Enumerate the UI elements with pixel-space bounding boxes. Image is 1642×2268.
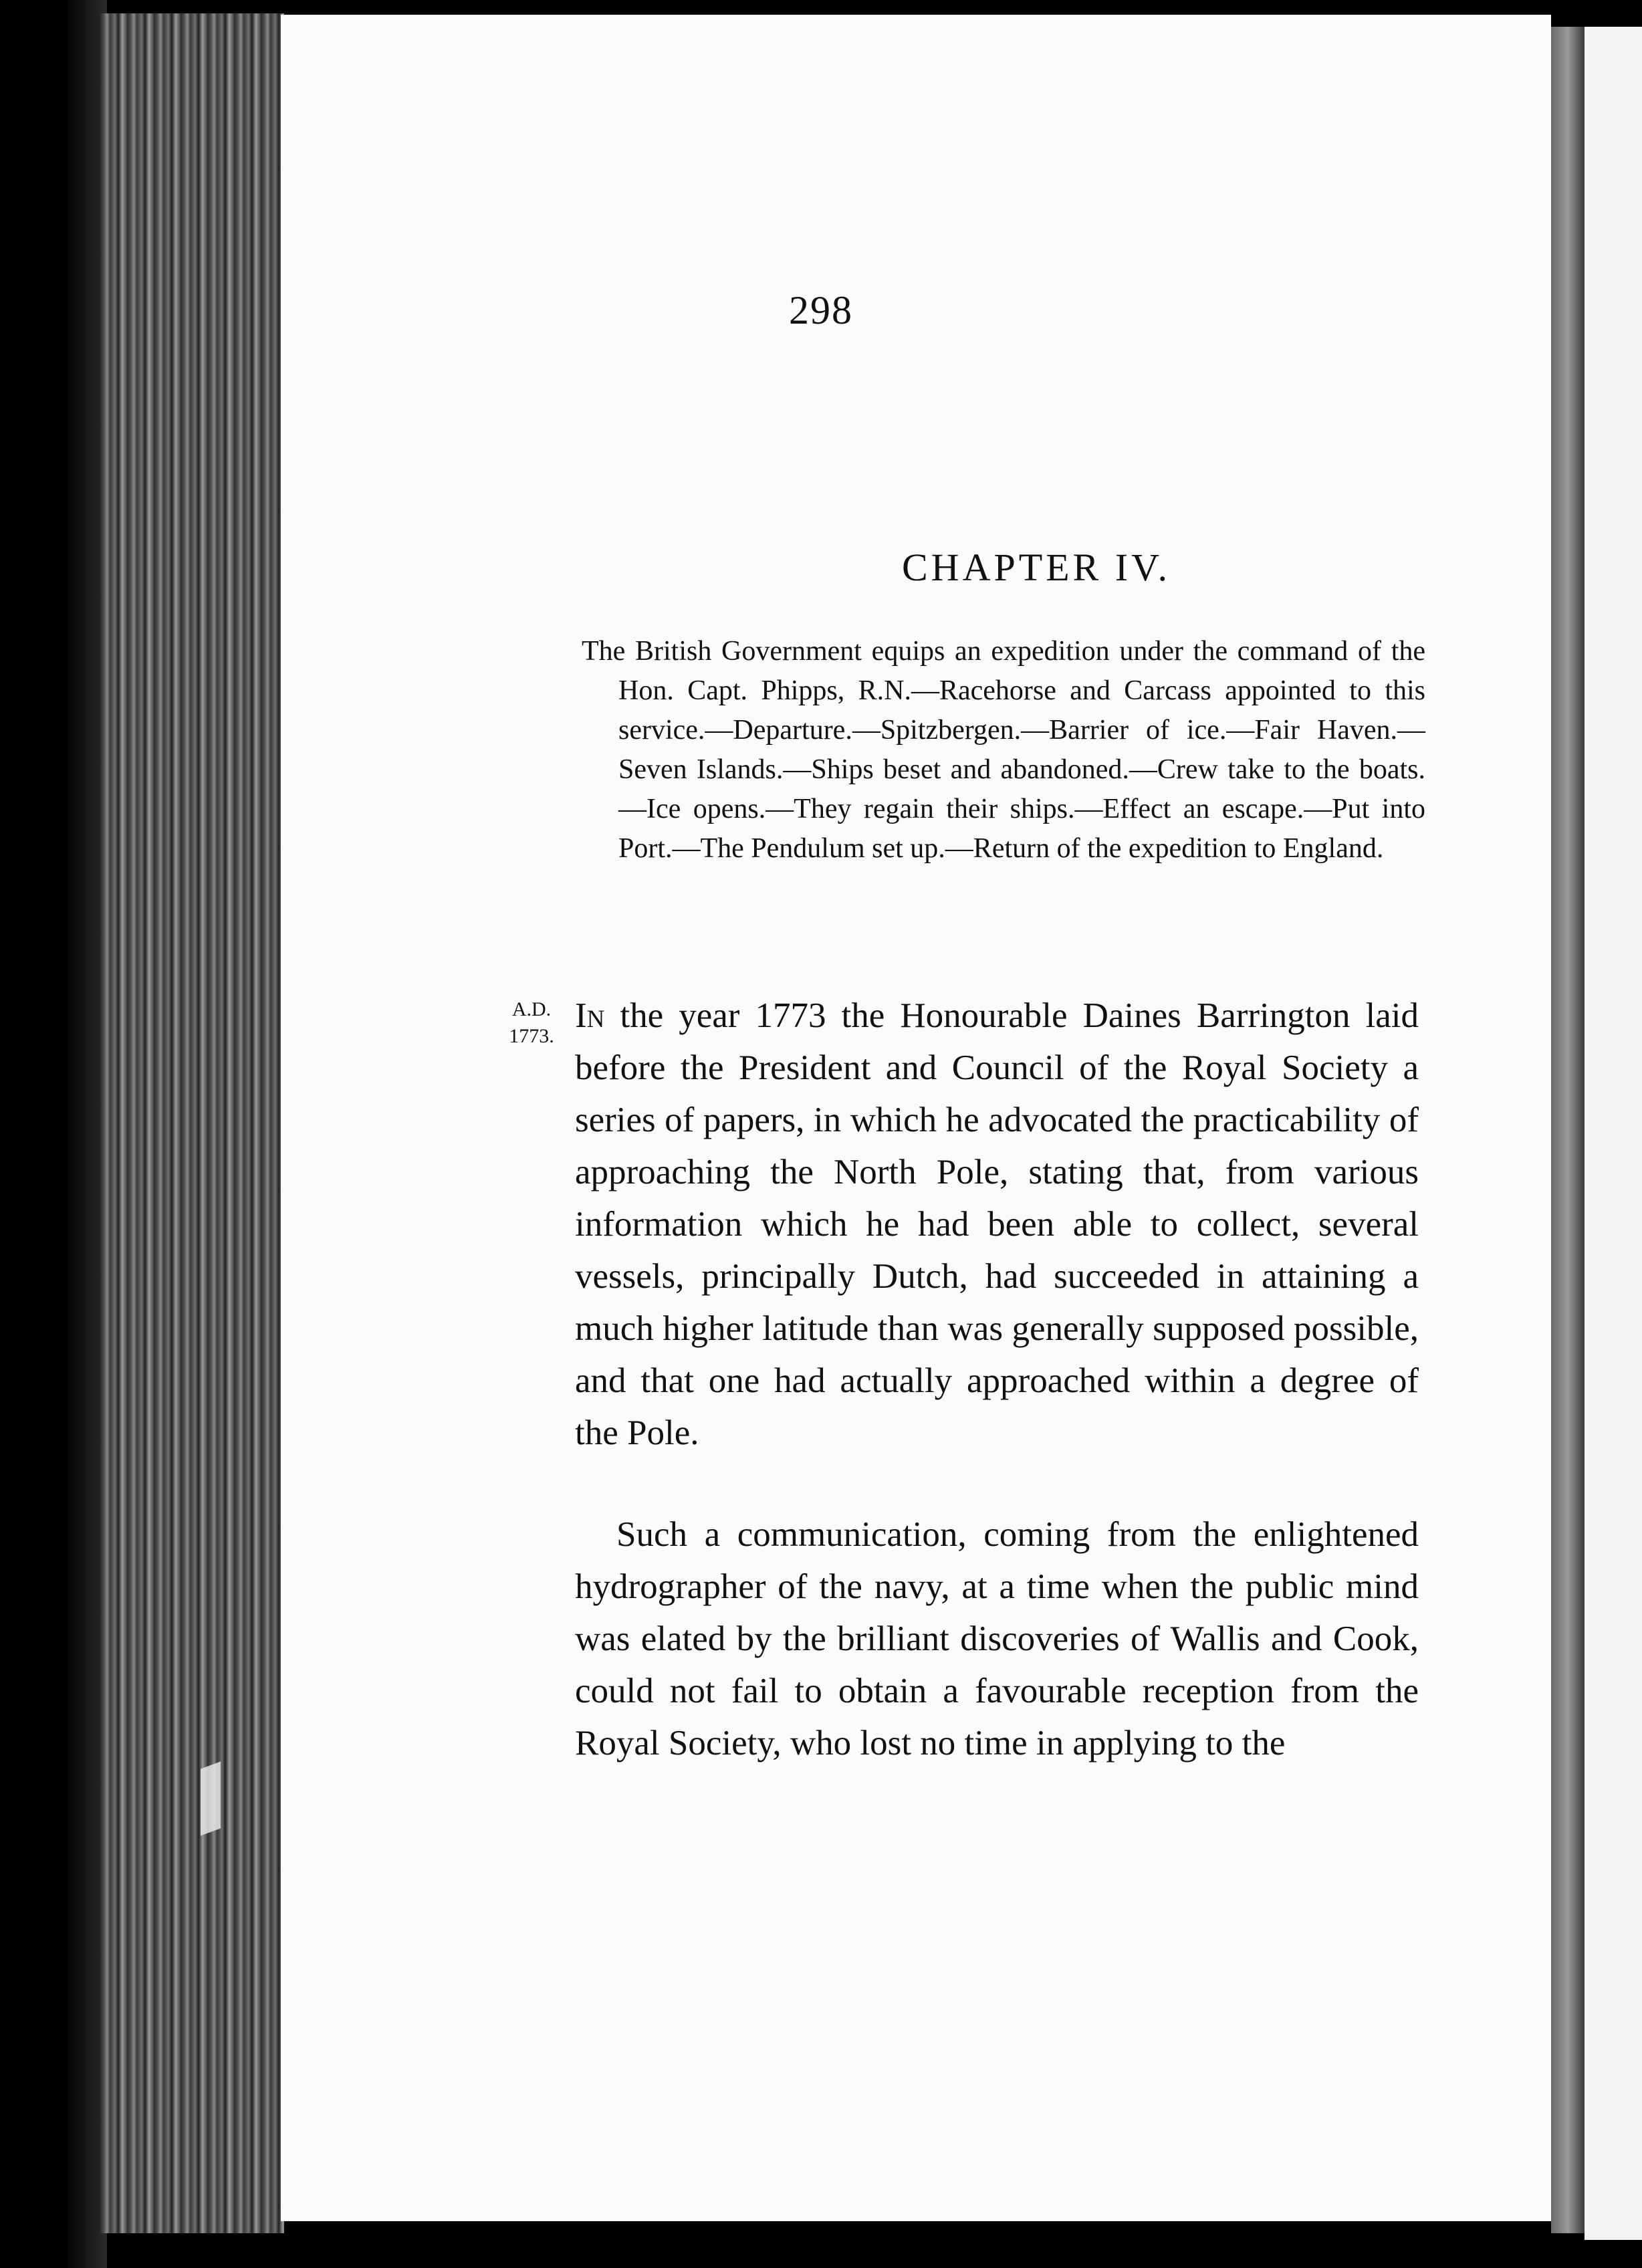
- binding-tab: [201, 1762, 221, 1836]
- margin-note-year: 1773.: [509, 1025, 554, 1047]
- right-page-gutter: [1551, 27, 1585, 2233]
- facing-page-edge: [1585, 27, 1642, 2240]
- paragraph-1-first-word: In: [575, 996, 605, 1035]
- paragraph-1: [575, 990, 1419, 1459]
- paragraph-1-text: the year 1773 the Honourable Daines Barrington laid before the President and Council of the Royal Society a series of papers, in which he advocated the practicability of approaching the North Pole, stating that, from various information which he had been able to collect, several vessels, principally Dutch, had succeeded in attaining a much higher latitude than was generally supposed possible, and that one had actually approached within a degree of the Pole.: [575, 996, 1419, 1452]
- book-page-edges: [100, 13, 284, 2233]
- chapter-title: CHAPTER IV.: [902, 546, 1171, 589]
- margin-note-era: A.D.: [511, 998, 552, 1020]
- paragraph-2: Such a communication, coming from the enlightened hydrographer of the navy, at a time when the public mind was elated by the brilliant discoveries of Wallis and Cook, could not fail to obtain a favourable reception from the Royal Society, who lost no time in applying to the: [575, 1515, 1419, 1763]
- page-number: 298: [789, 288, 853, 332]
- margin-note: [501, 996, 562, 1050]
- chapter-summary: The British Government equips an expedition under the command of the Hon. Capt. Phipps, R.N.—Racehorse and Carcass appointed to this service.—Departure.—Spitzbergen.—Barrier of ice.—Fair Haven.—Seven Islands.—Ships beset and abandoned.—Crew take to the boats.—Ice opens.—They regain their ships.—Effect an escape.—Put into Port.—The Pendulum set up.—Return of the expedition to England.: [582, 636, 1425, 864]
